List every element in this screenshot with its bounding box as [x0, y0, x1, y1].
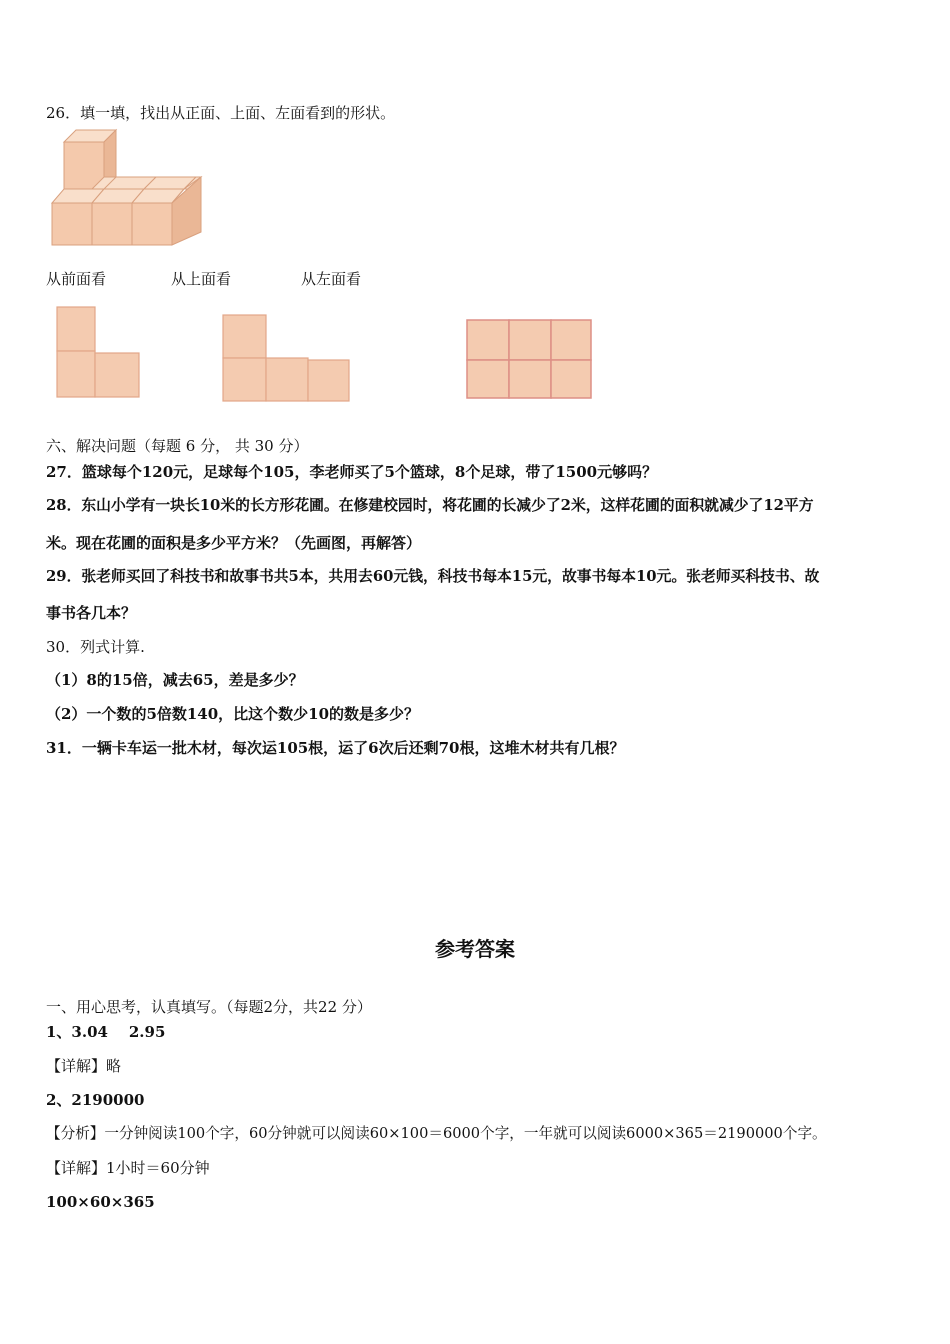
view-square — [509, 320, 551, 360]
answer-2-formula: 100×60×365 — [46, 1193, 155, 1211]
view-square — [467, 360, 509, 398]
question-30-part2: （2）一个数的5倍数140，比这个数少10的数是多少？ — [46, 705, 420, 723]
view-square — [551, 320, 591, 360]
cube-front-face — [64, 142, 104, 189]
front-view-figure — [55, 305, 145, 405]
answer-2-analysis: 【分析】一分钟阅读100个字，60分钟就可以阅读60×100＝6000个字，一年就可以阅读6000×365＝2190000个字。 — [46, 1125, 827, 1142]
view-square — [266, 358, 308, 401]
view-square — [509, 360, 551, 398]
section-6-heading: 六、解决问题（每题 6 分， 共 30 分） — [46, 437, 309, 455]
question-28-line1: 28．东山小学有一块长10米的长方形花圃。在修建校园时，将花圃的长减少了2米，这样花圃的面积就减少了12平方 — [46, 497, 814, 514]
view-square — [551, 360, 591, 398]
question-29-line2: 事书各几本？ — [46, 604, 137, 622]
answer-1-detail: 【详解】略 — [46, 1057, 122, 1075]
cube-stack-figure — [50, 132, 210, 250]
view-label-left: 从左面看 — [301, 270, 362, 288]
view-square — [57, 351, 95, 397]
left-view-figure — [465, 318, 595, 403]
view-square — [223, 358, 266, 401]
question-31: 31．一辆卡车运一批木材，每次运105根，运了6次后还剩70根，这堆木材共有几根？ — [46, 739, 625, 757]
cube-front-face — [52, 203, 92, 245]
answer-1: 1、3.04 2.95 — [46, 1023, 166, 1041]
question-30: 30．列式计算. — [46, 638, 145, 656]
cube-front-face — [92, 203, 132, 245]
view-square — [57, 307, 95, 351]
view-label-top: 从上面看 — [171, 270, 232, 288]
question-30-part1: （1）8的15倍，减去65，差是多少？ — [46, 671, 304, 689]
answers-section-1: 一、用心思考，认真填写。（每题2分，共22 分） — [46, 998, 372, 1016]
question-27: 27．篮球每个120元，足球每个105，李老师买了5个篮球，8个足球，带了1500元够吗？ — [46, 463, 658, 481]
view-square — [308, 360, 349, 401]
answers-title: 参考答案 — [435, 937, 515, 961]
view-square — [95, 353, 139, 397]
cube-front-face — [132, 203, 172, 245]
view-square — [467, 320, 509, 360]
top-view-figure — [221, 313, 356, 405]
question-28-line2: 米。现在花圃的面积是多少平方米？（先画图，再解答） — [46, 534, 422, 552]
answer-2-detail: 【详解】1小时＝60分钟 — [46, 1159, 210, 1177]
answer-2: 2、2190000 — [46, 1091, 145, 1109]
question-29-line1: 29．张老师买回了科技书和故事书共5本，共用去60元钱，科技书每本15元，故事书每本10元。张老师买科技书、故 — [46, 568, 820, 585]
view-label-front: 从前面看 — [46, 270, 107, 288]
view-square — [223, 315, 266, 358]
question-26: 26．填一填，找出从正面、上面、左面看到的形状。 — [46, 104, 396, 122]
